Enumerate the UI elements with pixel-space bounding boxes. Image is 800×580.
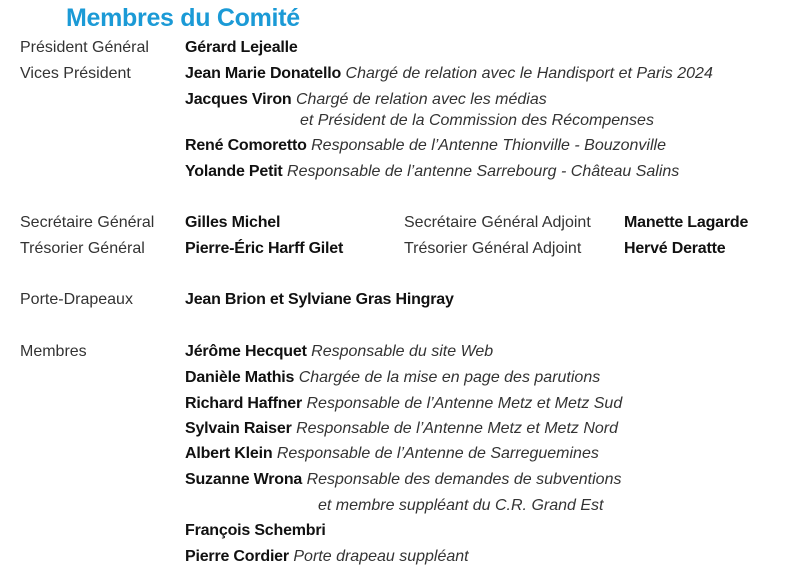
vice-row-3 xyxy=(0,134,800,158)
vice-name: Jacques Viron xyxy=(185,91,292,108)
member-row-4 xyxy=(0,417,800,441)
member-row-6 xyxy=(0,468,800,492)
member-row-8 xyxy=(0,545,800,569)
member-role: Porte drapeau suppléant xyxy=(293,548,469,565)
vice-role-continued: et Président de la Commission des Récompenses xyxy=(300,112,654,129)
member-row-7 xyxy=(0,519,800,543)
member-role: Responsable des demandes de subventions xyxy=(306,471,622,488)
member-row-5 xyxy=(0,442,800,466)
member-name: Pierre Cordier xyxy=(185,548,289,565)
member-name: François Schembri xyxy=(185,522,326,539)
president-label: Président Général xyxy=(20,39,149,56)
page-title: Membres du Comité xyxy=(66,4,300,32)
tresorier-name: Pierre-Éric Harff Gilet xyxy=(185,240,344,257)
tresorier-label: Trésorier Général xyxy=(20,240,145,257)
vice-row-1 xyxy=(0,62,800,86)
vice-name: Yolande Petit xyxy=(185,163,283,180)
member-row-1 xyxy=(0,340,800,364)
porte-label: Porte-Drapeaux xyxy=(20,291,133,308)
secretaire-label: Secrétaire Général xyxy=(20,214,155,231)
member-name: Albert Klein xyxy=(185,445,273,462)
member-name: Richard Haffner xyxy=(185,395,303,412)
tresorier-adjoint-label: Trésorier Général Adjoint xyxy=(404,240,582,257)
vice-role: Responsable de l’Antenne Thionville - Bouzonville xyxy=(311,137,666,154)
member-row-6-cont xyxy=(0,494,800,518)
vice-row-2-cont xyxy=(0,109,800,133)
vice-name: Jean Marie Donatello xyxy=(185,65,342,82)
member-name: Danièle Mathis xyxy=(185,369,295,386)
member-row-2 xyxy=(0,366,800,390)
secretaire-adjoint-label: Secrétaire Général Adjoint xyxy=(404,214,591,231)
vices-label: Vices Président xyxy=(20,65,131,82)
vice-role: Chargé de relation avec le Handisport et Paris 2024 xyxy=(345,65,713,82)
member-role-continued: et membre suppléant du C.R. Grand Est xyxy=(318,497,604,514)
porte-names: Jean Brion et Sylviane Gras Hingray xyxy=(185,291,454,308)
secretaire-adjoint-name: Manette Lagarde xyxy=(624,214,749,231)
member-role: Responsable de l’Antenne Metz et Metz Sud xyxy=(306,395,623,412)
member-role: Responsable de l’Antenne Metz et Metz Nord xyxy=(296,420,619,437)
member-name: Jérôme Hecquet xyxy=(185,343,307,360)
vice-role: Chargé de relation avec les médias xyxy=(295,91,547,108)
president-name: Gérard Lejealle xyxy=(185,39,298,56)
member-role: Responsable de l’Antenne de Sarreguemines xyxy=(276,445,599,462)
vice-role: Responsable de l’antenne Sarrebourg - Château Salins xyxy=(287,163,680,180)
porte-row xyxy=(0,288,800,312)
tresorier-adjoint-name: Hervé Deratte xyxy=(624,240,726,257)
vice-name: René Comoretto xyxy=(185,137,307,154)
vice-row-4 xyxy=(0,160,800,184)
member-role: Responsable du site Web xyxy=(311,343,494,360)
member-name: Sylvain Raiser xyxy=(185,420,292,437)
president-row xyxy=(0,36,800,60)
member-role: Chargée de la mise en page des parutions xyxy=(298,369,601,386)
secretaire-name: Gilles Michel xyxy=(185,214,281,231)
secretaire-row xyxy=(0,211,800,235)
member-row-3 xyxy=(0,392,800,416)
membres-label: Membres xyxy=(20,343,87,360)
tresorier-row xyxy=(0,237,800,261)
member-name: Suzanne Wrona xyxy=(185,471,303,488)
